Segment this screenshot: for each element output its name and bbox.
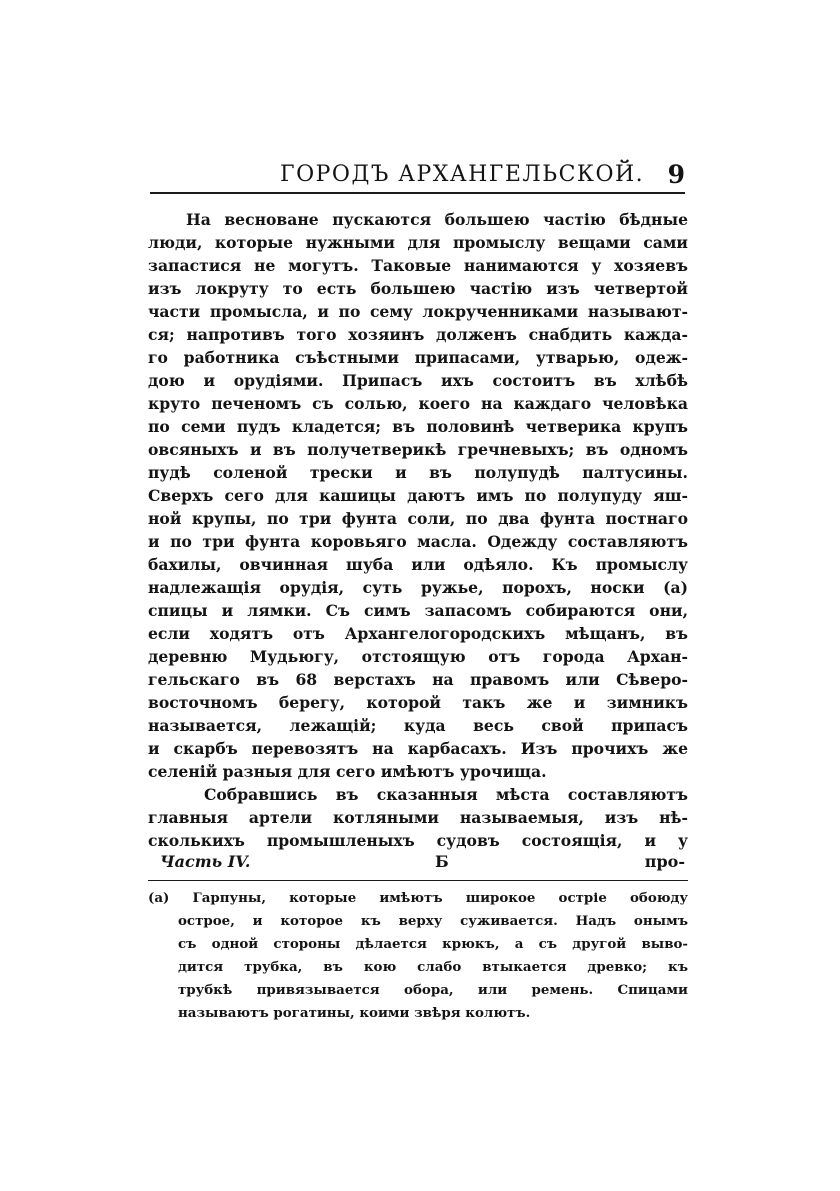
- text-line: и по три фунта коровьяго масла. Одежду составляютъ: [148, 532, 688, 551]
- text-line: надлежащія орудія, суть ружье, порохъ, носки (а): [148, 578, 688, 597]
- page-number: 9: [667, 160, 685, 189]
- catchword: про-: [644, 852, 685, 871]
- volume-part: Часть IV.: [160, 852, 251, 871]
- text-line: люди, которые нужными для промыслу вещами сами: [148, 233, 688, 252]
- text-line: бахилы, овчинная шуба или одѣяло. Къ промыслу: [148, 555, 688, 574]
- footnote: [148, 888, 688, 1026]
- body-text: [148, 208, 688, 852]
- text-line: и скарбъ перевозятъ на карбасахъ. Изъ прочихъ же: [148, 739, 688, 758]
- text-line: части промысла, и по сему локрученниками называют-: [148, 302, 688, 321]
- running-head: ГОРОДЪ АРХАНГЕЛЬСКОЙ.: [280, 162, 645, 187]
- text-line: ной крупы, по три фунта соли, по два фунта постнаго: [148, 509, 688, 528]
- text-line: сколькихъ промышленыхъ судовъ состоящія, и у: [148, 831, 688, 850]
- text-line: восточномъ берегу, которой такъ же и зимникъ: [148, 693, 688, 712]
- footnote-line: называютъ рогатины, коими звѣря колютъ.: [178, 1005, 531, 1021]
- text-line: называется, лежащій; куда весь свой припасъ: [148, 716, 688, 735]
- footnote-line: съ одной стороны дѣлается крюкъ, а съ другой выво-: [178, 936, 688, 952]
- text-line: главныя артели котляными называемыя, изъ нѣ-: [148, 808, 688, 827]
- text-line: овсяныхъ и въ получетверикѣ гречневыхъ; въ одномъ: [148, 440, 688, 459]
- footnote-line: трубкѣ привязывается обора, или ремень. Спицами: [178, 982, 688, 998]
- footnote-line: дится трубка, въ кою слабо втыкается древко; къ: [178, 959, 688, 975]
- text-line: если ходятъ отъ Архангелогородскихъ мѣщанъ, въ: [148, 624, 688, 643]
- text-line: пудѣ соленой трески и въ полупудѣ палтусины.: [148, 463, 688, 482]
- text-line: круто печеномъ съ солью, коего на каждаго человѣка: [148, 394, 688, 413]
- header-rule: [150, 192, 685, 194]
- footnote-line: (а) Гарпуны, которые имѣютъ широкое остріе обоюду: [148, 890, 688, 906]
- text-line: Сверхъ сего для кашицы даютъ имъ по полупуду яш-: [148, 486, 688, 505]
- text-line: гельскаго въ 68 верстахъ на правомъ или Сѣверо-: [148, 670, 688, 689]
- page-header: [150, 160, 685, 200]
- footnote-line: острое, и которое къ верху суживается. Надъ онымъ: [178, 913, 688, 929]
- text-line: го работника съѣстными припасами, утварью, одеж-: [148, 348, 688, 367]
- text-line: ся; напротивъ того хозяинъ долженъ снабдить кажда-: [148, 325, 688, 344]
- signature-mark: Б: [435, 852, 449, 871]
- text-line: дою и орудіями. Припасъ ихъ состоитъ въ хлѣбѣ: [148, 371, 688, 390]
- text-line: Собравшись въ сказанныя мѣста составляютъ: [204, 785, 688, 804]
- text-line: по семи пудъ кладется; въ половинѣ четверика крупъ: [148, 417, 688, 436]
- text-line: запастися не могутъ. Таковые нанимаются у хозяевъ: [148, 256, 688, 275]
- text-line: селеній разныя для сего имѣютъ урочища.: [148, 762, 547, 781]
- text-line: На весноване пускаются большею частію бѣдные: [186, 210, 688, 229]
- footnote-rule: [148, 880, 688, 881]
- signature-line: [160, 852, 685, 876]
- text-line: изъ локруту то есть большею частію изъ четвертой: [148, 279, 688, 298]
- text-line: спицы и лямки. Съ симъ запасомъ собираются они,: [148, 601, 688, 620]
- text-line: деревню Мудьюгу, отстоящую отъ города Архан-: [148, 647, 688, 666]
